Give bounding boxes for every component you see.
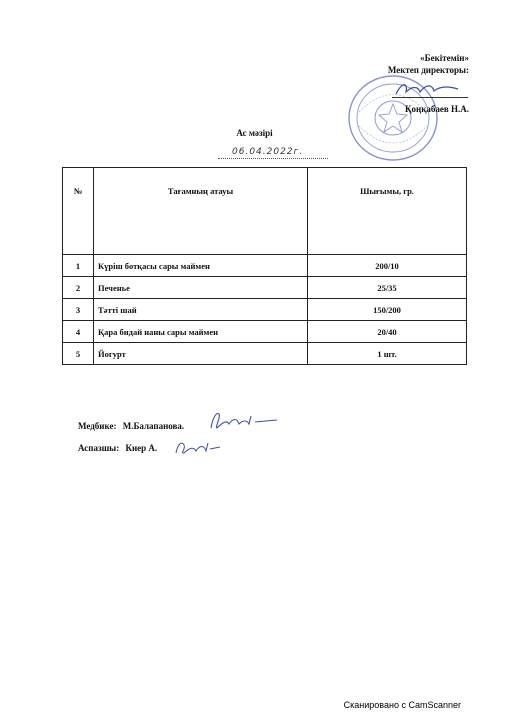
nurse-role: Медбике: [78,421,117,431]
row-yield: 150/200 [308,299,467,321]
row-dish-name: Йогурт [94,343,308,365]
row-yield: 1 шт. [308,343,467,365]
row-dish-name: Печенье [94,277,308,299]
header-yield: Шығымы, гр. [308,168,467,255]
menu-title: Ас мәзірі [236,128,273,138]
row-dish-name: Күріш ботқасы сары маймен [94,255,308,277]
camscanner-label: Сканировано с CamScanner [343,700,461,710]
approval-title: «Бекітемін» [420,53,469,63]
nurse-name: М.Балапанова. [122,421,185,431]
cook-signature-icon [172,437,222,457]
row-number: 1 [63,255,94,277]
cook-name: Киер А. [125,443,158,453]
table-row [63,321,467,343]
menu-table [62,167,467,365]
table-row [63,343,467,365]
menu-date: 06.04.2022г. [232,147,304,157]
director-signature-line [392,97,468,98]
cook-role: Аспазшы: [78,443,120,453]
nurse-signature-icon [205,408,285,434]
table-row [63,299,467,321]
row-yield: 20/40 [308,321,467,343]
table-row [63,255,467,277]
header-dish-name: Тағамның атауы [94,168,308,255]
approval-position: Мектеп директоры: [387,65,469,75]
row-number: 4 [63,321,94,343]
table-header-row [63,168,467,255]
row-number: 3 [63,299,94,321]
row-number: 5 [63,343,94,365]
date-underline [218,158,328,159]
director-name: Қоңқабаев Н.А. [404,104,469,114]
table-row [63,277,467,299]
row-dish-name: Қара бидай наны сары маймен [94,321,308,343]
row-dish-name: Тәтті шай [94,299,308,321]
header-number: № [63,168,94,255]
nurse-signature-row [78,421,184,431]
row-yield: 200/10 [308,255,467,277]
row-number: 2 [63,277,94,299]
row-yield: 25/35 [308,277,467,299]
cook-signature-row [78,443,157,453]
